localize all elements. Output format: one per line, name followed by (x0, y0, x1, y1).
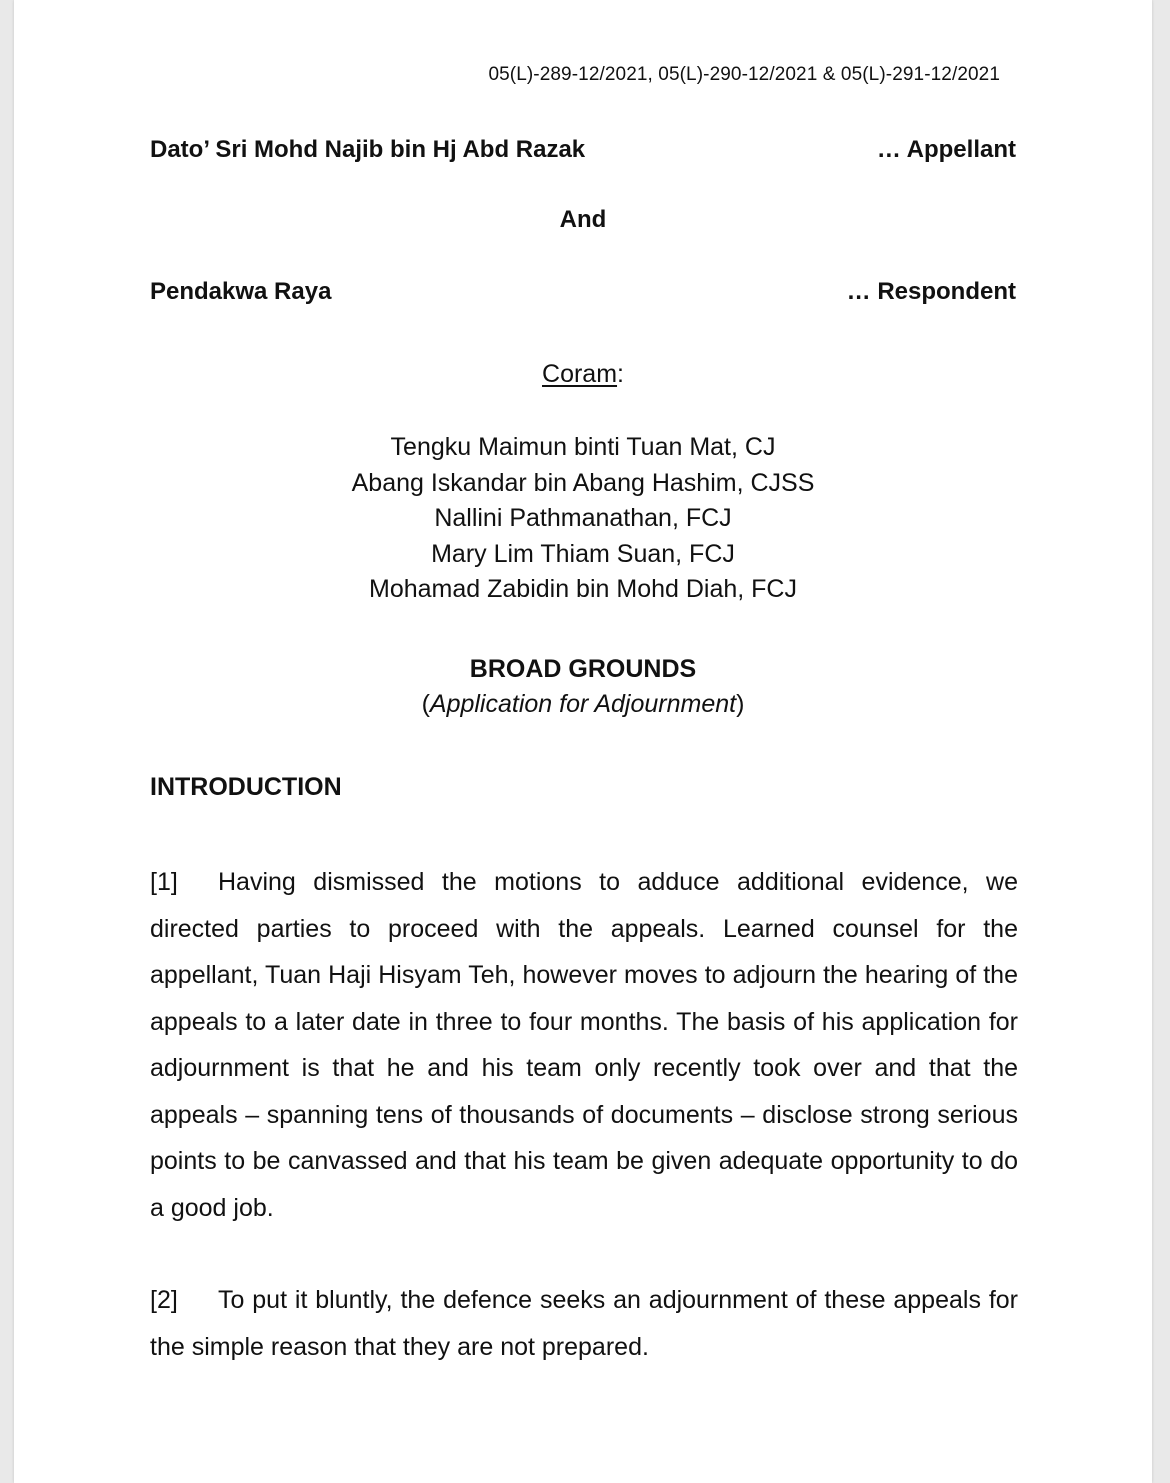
coram-label: Coram (542, 360, 618, 388)
grounds-title: BROAD GROUNDS (469, 655, 697, 683)
section-heading-introduction: INTRODUCTION (150, 773, 342, 801)
paragraph-text: Having dismissed the motions to adduce additional evidence, we directed parties to proceed with the appeals. Learned counsel for the appellant, Tuan Haji Hisyam Teh, however moves to adjourn the hearing of the appeals to a later date in three to four months. The basis of his application for adjournment is that he and his team only recently took over and that the appeals – spanning tens of thousands of documents – disclose strong serious points to be canvassed and that his team be given adequate opportunity to do a good job. (150, 868, 1018, 1222)
judge-name: Nallini Pathmanathan, FCJ (434, 504, 732, 532)
judge-name: Mary Lim Thiam Suan, FCJ (431, 539, 735, 568)
respondent-row (150, 278, 1016, 306)
subtitle-open-paren: ( (421, 690, 430, 718)
coram-heading (14, 360, 1152, 389)
appellant-row (150, 136, 1016, 164)
paragraph-number: [2] (150, 1286, 178, 1314)
subtitle-close-paren: ) (736, 690, 745, 718)
judge-name: Tengku Maimun binti Tuan Mat, CJ (390, 433, 776, 461)
coram-colon: : (617, 360, 624, 388)
case-numbers: 05(L)-289-12/2021, 05(L)-290-12/2021 & 05(L)-291-12/2021 (488, 64, 1000, 85)
judges-list (14, 430, 1152, 608)
respondent-role: … Respondent (846, 278, 1016, 305)
paragraph-1 (150, 859, 1018, 1231)
judge-name: Abang Iskandar bin Abang Hashim, CJSS (351, 468, 815, 497)
appellant-role: … Appellant (876, 136, 1016, 163)
parties-conjunction: And (559, 206, 607, 233)
appellant-name: Dato’ Sri Mohd Najib bin Hj Abd Razak (150, 136, 586, 163)
judge-name: Mohamad Zabidin bin Mohd Diah, FCJ (369, 575, 797, 603)
respondent-name: Pendakwa Raya (150, 278, 332, 305)
paragraph-number: [1] (150, 868, 178, 896)
paragraph-text: To put it bluntly, the defence seeks an adjournment of these appeals for the simple reason that they are not prepared. (150, 1286, 1018, 1361)
document-page (14, 0, 1152, 1483)
grounds-subtitle (14, 690, 1152, 719)
subtitle-text: Application for Adjournment (429, 690, 737, 718)
paragraph-2 (150, 1277, 1018, 1370)
